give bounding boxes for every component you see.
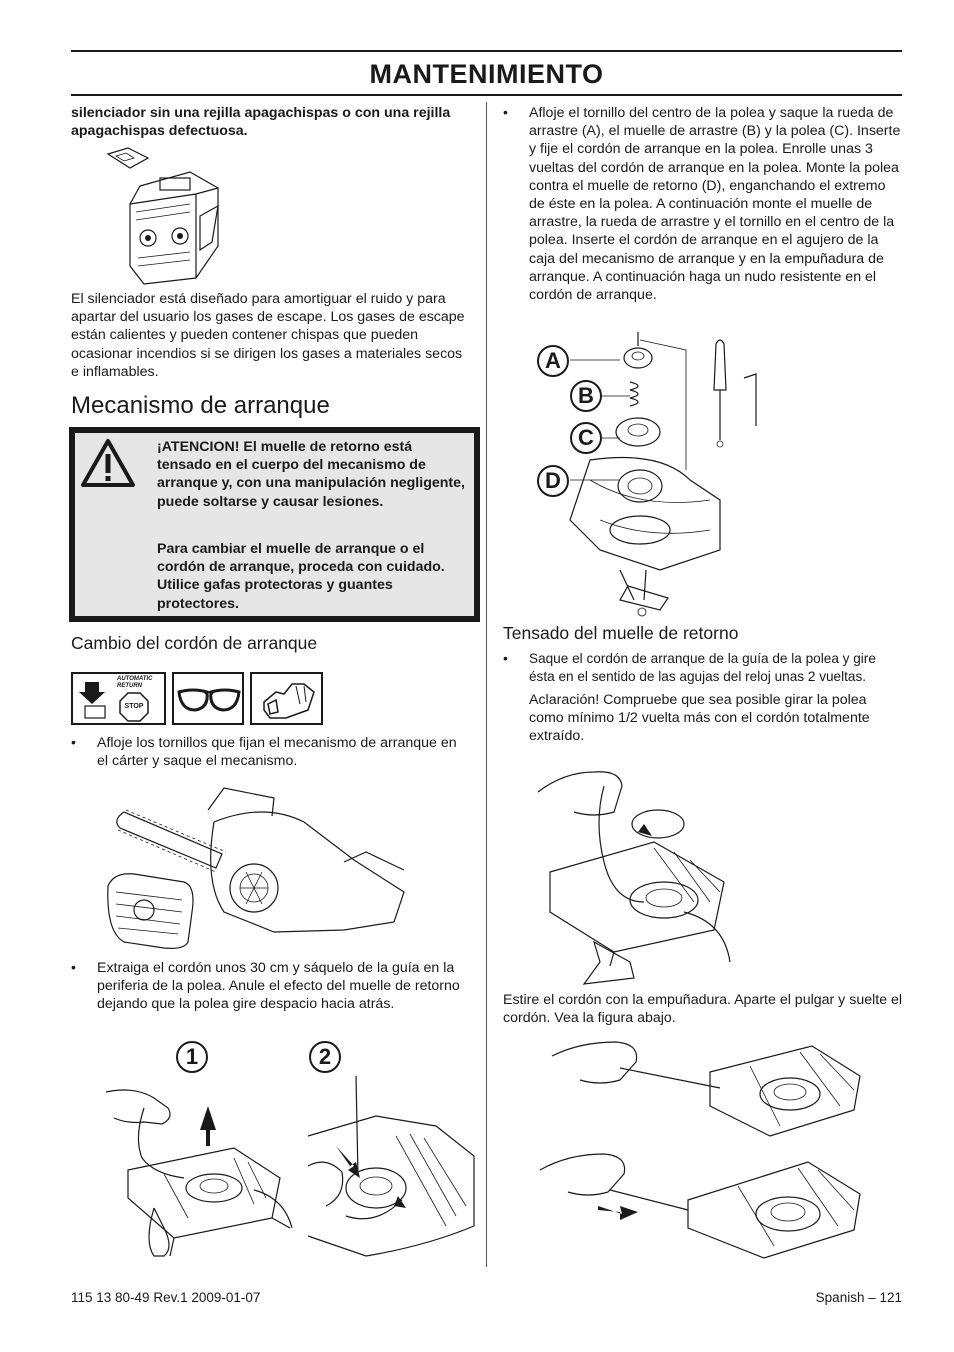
section-title: Mecanismo de arranque — [71, 392, 330, 419]
chainsaw-illustration — [104, 782, 414, 954]
release-cord-figure-top — [550, 1036, 862, 1136]
starter-exploded-view — [560, 330, 780, 620]
part-label-a: A — [537, 345, 569, 377]
bullet-marker: • — [71, 734, 76, 750]
release-cord-paragraph: Estire el cordón con la empuñadura. Aparte el pulgar y suelte el cordón. Vea la figura abajo. — [503, 992, 903, 1027]
bullet-remove-starter: Afloje los tornillos que fijan el mecanismo de arranque en el cárter y saque el mecanismo. — [97, 735, 457, 770]
page-number: Spanish – 121 — [815, 1290, 902, 1305]
pull-cord-figure-1 — [104, 1078, 294, 1258]
automatic-return-stop-icon — [71, 672, 166, 725]
protective-gloves-icon — [250, 672, 323, 725]
part-label-c: C — [570, 422, 602, 454]
part-label-b: B — [570, 380, 602, 412]
bullet-rotate-pulley: Saque el cordón de arranque de la guía de la polea y gire ésta en el sentido de las agujas del reloj unas 2 vueltas. — [529, 651, 876, 685]
muffler-paragraph: El silenciador está diseñado para amortiguar el ruido y para apartar del usuario los gases de escape. Los gases de escape están calientes y pueden contener chispas que pueden ocasionar incendios si se dirigen los gases a materiales secos e inflamables. — [71, 291, 465, 380]
release-cord-figure-bottom — [538, 1140, 862, 1258]
warning-text-1: ¡ATENCION! El muelle de retorno está tensado en el cuerpo del mecanismo de arranque y, con una manipulación negligente, puede soltarse y causar lesiones. — [157, 439, 465, 510]
muffler-illustration — [100, 146, 230, 286]
pull-cord-figure-2 — [306, 1076, 476, 1260]
figure-label-1: 1 — [176, 1041, 208, 1073]
automatic-label: AUTOMATIC — [117, 676, 153, 682]
header-rule-top — [71, 50, 902, 52]
bullet-marker: • — [71, 959, 76, 975]
intro-bold-text: silenciador sin una rejilla apagachispas o con una rejilla apagachispas defectuosa. — [71, 105, 451, 140]
bullet-marker: • — [503, 104, 508, 120]
spring-tension-illustration — [534, 752, 734, 984]
return-label: RETURN — [117, 683, 142, 689]
page-title: MANTENIMIENTO — [369, 59, 604, 89]
note-text: Aclaración! Compruebe que sea posible girar la polea como mínimo 1/2 vuelta más con el cordón totalmente extraído. — [529, 692, 870, 745]
stop-sign-label: STOP — [124, 703, 144, 710]
warning-triangle-icon — [80, 438, 136, 488]
column-divider — [486, 102, 487, 1267]
safety-glasses-icon — [172, 672, 244, 725]
bullet-marker: • — [503, 650, 508, 666]
bullet-pull-cord: Extraiga el cordón unos 30 cm y sáquelo de la guía en la periferia de la polea. Anule el efecto del muelle de retorno dejando que la polea gire despacio hacia atrás. — [97, 960, 460, 1013]
header-rule-bottom — [71, 94, 902, 96]
warning-text-2: Para cambiar el muelle de arranque o el cordón de arranque, proceda con cuidado. Utilice gafas protectoras y guantes protectores. — [157, 541, 445, 612]
subsection-title-cord: Cambio del cordón de arranque — [71, 633, 318, 653]
bullet-pulley-instructions: Afloje el tornillo del centro de la polea y saque la rueda de arrastre (A), el muelle de arrastre (B) y la polea (C). Inserte y fije el cordón de arranque en la polea. Enrolle unas 3 vueltas del cordón de arranque en la polea. Monte la polea contra el muelle de retorno (D), enganchando el extremo de éste en la polea. A continuación monte el muelle de arrastre, la rueda de arrastre y el tornillo en el centro de la polea. Inserte el cordón de arranque en el agujero de la caja del mecanismo de arranque y en la empuñadura de arranque. A continuación haga un nudo resistente en el cordón de arranque. — [529, 105, 901, 304]
subsection-title-spring: Tensado del muelle de retorno — [503, 623, 739, 643]
document-id: 115 13 80-49 Rev.1 2009-01-07 — [71, 1290, 261, 1305]
part-label-d: D — [537, 465, 569, 497]
figure-label-2: 2 — [309, 1041, 341, 1073]
